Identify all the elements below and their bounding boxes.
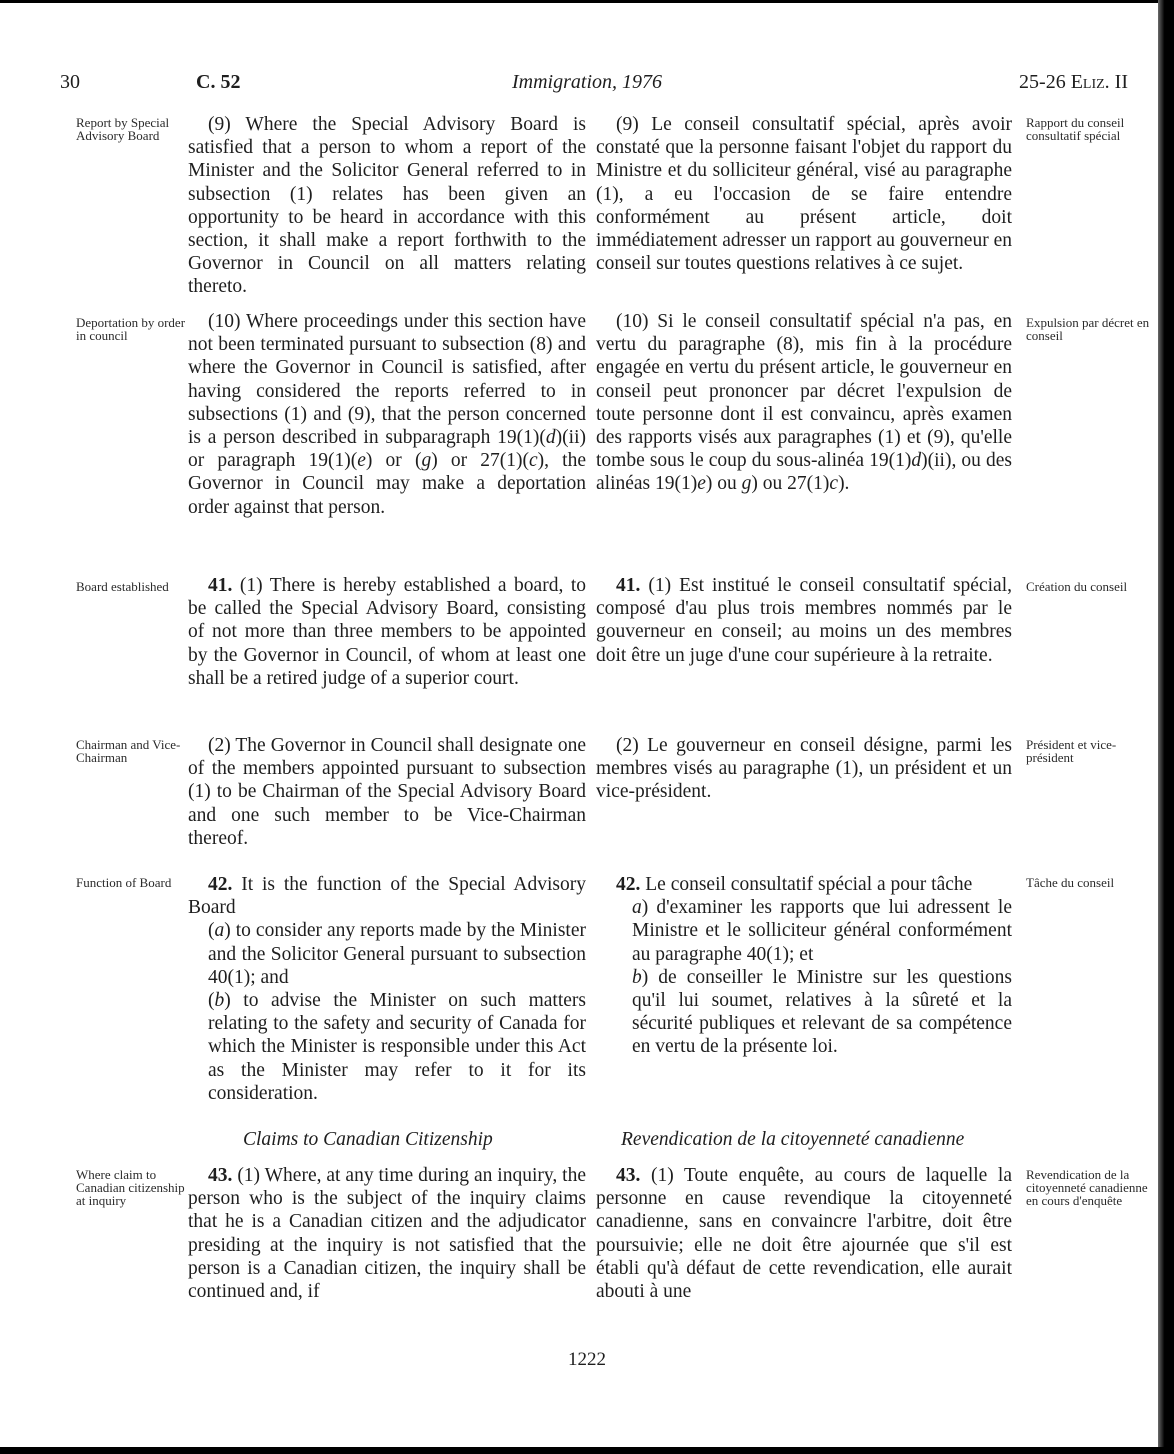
margin-note-en: Deportation by order in council [76, 315, 186, 343]
section-41-2-fr: (2) Le gouverneur en conseil désigne, parmi les membres visés au paragraphe (1), un président et un vice-président. [596, 735, 1012, 803]
chapter-number: C. 52 [196, 71, 241, 93]
heading-en: Claims to Canadian Citizenship [243, 1129, 493, 1150]
margin-note-en: Where claim to Canadian citizenship at inquiry [76, 1167, 185, 1208]
page-number: 30 [60, 71, 80, 93]
margin-note-en: Chairman and Vice-Chairman [76, 737, 181, 765]
margin-note-fr: Expulsion par décret en conseil [1026, 315, 1150, 343]
margin-note-en: Board established [76, 579, 169, 594]
margin-note-fr: Président et vice- président [1026, 737, 1117, 765]
section-42-en: 42. It is the function of the Special Advisory Board (a) to consider any reports made by the Minister and the Solicitor General pursuant to subsection 40(1); and (b) to advise the Minister on such matters relating to the safety and security of Canada for which the Minister is responsible under this Act as the Minister may refer to it for its consideration. [188, 874, 586, 1104]
section-41-2-en: (2) The Governor in Council shall designate one of the members appointed pursuant to subsection (1) to be Chairman of the Special Advisory Board and one such member to be Vice-Chairman thereof. [188, 735, 586, 849]
margin-note-en: Report by Special Advisory Board [76, 115, 170, 143]
margin-note-fr: Revendication de la citoyenneté canadienne en cours d'enquête [1026, 1167, 1148, 1208]
heading-fr: Revendication de la citoyenneté canadienne [621, 1129, 965, 1150]
margin-note-fr: Création du conseil [1026, 579, 1128, 594]
section-41-1-fr: 41. (1) Est institué le conseil consultatif spécial, composé d'au plus trois membres nommés par le gouverneur en conseil; au moins un des membres doit être un juge d'une cour supérieure à la retraite. [596, 575, 1012, 666]
section-43-1-en: 43. (1) Where, at any time during an inquiry, the person who is the subject of the inquiry claims that he is a Canadian citizen and the adjudicator presiding at the inquiry is not satisfied that the person is a Canadian citizen, the inquiry shall be continued and, if [188, 1165, 586, 1303]
section-40-10-en: (10) Where proceedings under this section have not been terminated pursuant to subsection (8) and where the Governor in Council is satisfied, after having considered the reports referred to in subsections (1) and (9), that the person concerned is a person described in subparagraph 19(1)(d)(ii) or paragraph 19(1)(e) or (g) or 27(1)(c), the Governor in Council may make a deportation order against that person. [188, 311, 586, 518]
scan-border-top [0, 0, 1174, 3]
footer-page-number: 1222 [568, 1349, 606, 1370]
section-40-10-fr: (10) Si le conseil consultatif spécial n'a pas, en vertu du paragraphe (8), mis fin à la procédure engagée en vertu du présent article, le gouverneur en conseil peut prononcer par décret l'expulsion de toute personne dont il est convaincu, après examen des rapports visés aux paragraphes (1) et (9), qu'elle tombe sous le coup du sous-alinéa 19(1)d)(ii), ou des alinéas 19(1)e) ou g) ou 27(1)c). [596, 311, 1013, 495]
section-41-1-en: 41. (1) There is hereby established a board, to be called the Special Advisory Board, consisting of not more than three members to be appointed by the Governor in Council, of whom at least one shall be a retired judge of a superior court. [188, 575, 586, 689]
section-43-1-fr: 43. (1) Toute enquête, au cours de laquelle la personne en cause revendique la citoyenneté canadienne, sans en convaincre l'arbitre, doit être poursuivie; elle ne doit être ajournée que s'il est établi qu'à défaut de cette revendication, elle aurait abouti à une [596, 1165, 1012, 1303]
section-40-9-fr: (9) Le conseil consultatif spécial, après avoir constaté que la personne faisant l'objet du rapport du Ministre et du solliciteur général, visé au paragraphe (1), a eu l'occasion de se faire entendre conformément au présent article, doit immédiatement adresser un rapport au gouverneur en conseil sur toutes questions relatives à ce sujet. [596, 114, 1012, 275]
scan-border-bottom [0, 1447, 1174, 1454]
margin-note-fr: Rapport du conseil consultatif spécial [1026, 115, 1125, 143]
section-40-9-en: (9) Where the Special Advisory Board is satisfied that a person to whom a report of the Minister and the Solicitor General referred to in subsection (1) relates has been given an opportunity to be heard in accordance with this section, it shall make a report forthwith to the Governor in Council on all matters relating thereto. [188, 114, 586, 298]
section-42-fr: 42. Le conseil consultatif spécial a pour tâche a) d'examiner les rapports que lui adressent le Ministre et le solliciteur général conformément au paragraphe 40(1); et b) de conseiller le Ministre sur les questions qu'il lui soumet, relatives à la sûreté et la sécurité publiques et relevant de sa compétence en vertu de la présente loi. [616, 874, 1012, 1058]
regnal-year: 25-26 Eliz. II [1019, 71, 1128, 93]
scan-border-right [1158, 0, 1174, 1454]
margin-note-en: Function of Board [76, 875, 172, 890]
margin-note-fr: Tâche du conseil [1026, 875, 1115, 890]
running-title: Immigration, 1976 [512, 71, 662, 93]
